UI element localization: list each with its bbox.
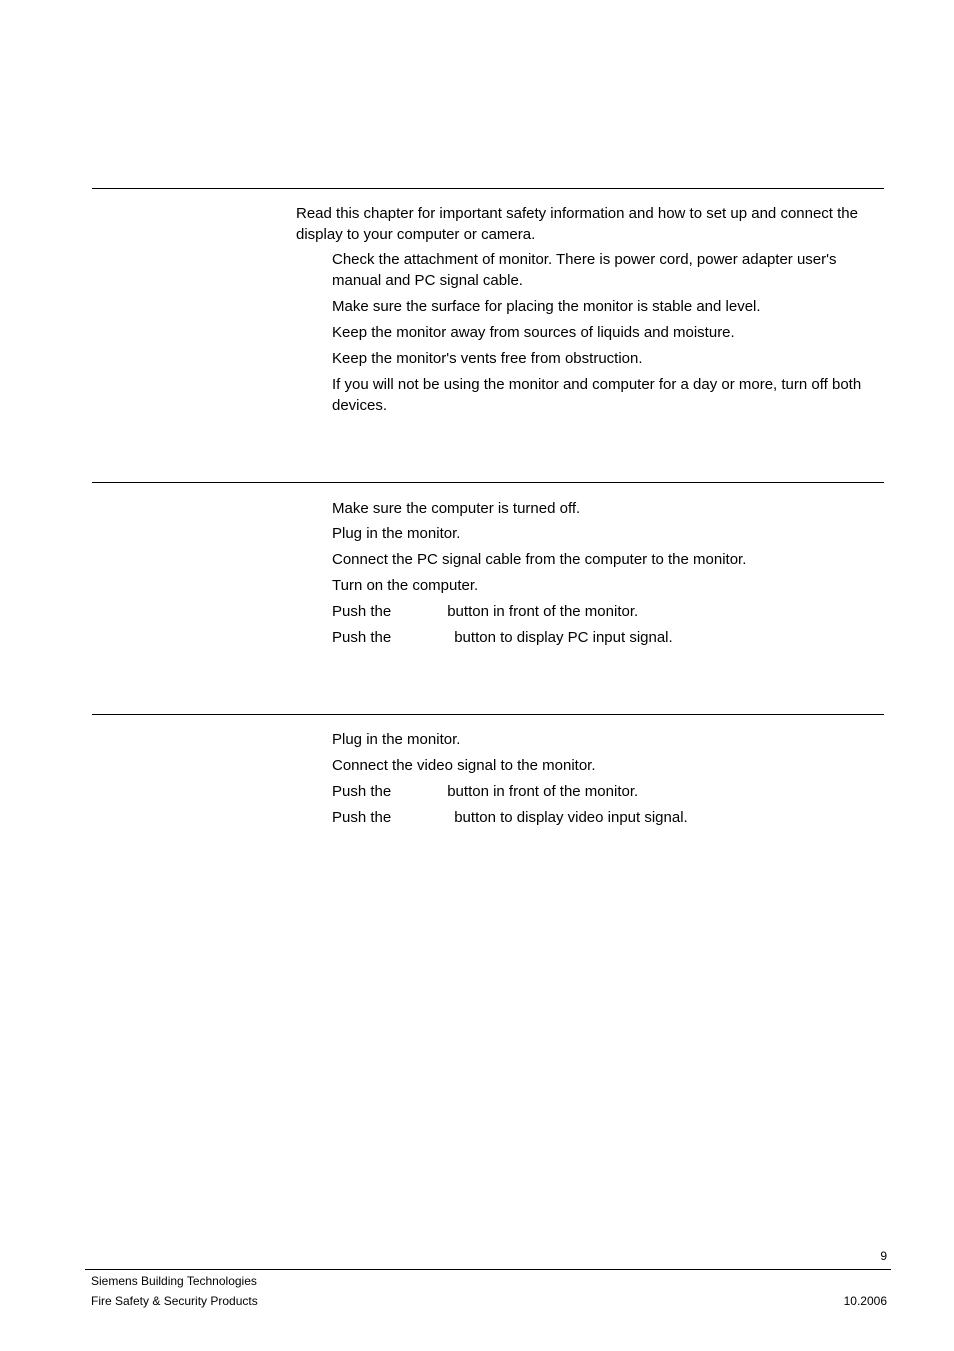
- footer-date: 10.2006: [843, 1294, 887, 1308]
- push-suffix: button to display video input signal.: [454, 809, 688, 826]
- list-item: Turn on the computer.: [332, 577, 479, 594]
- section-divider: [92, 188, 884, 189]
- list-item: Make sure the surface for placing the monitor is stable and level.: [332, 298, 761, 315]
- push-suffix: button in front of the monitor.: [447, 783, 639, 800]
- push-prefix: Push the: [332, 809, 392, 826]
- footer-divider: [85, 1269, 891, 1270]
- footer-company: Siemens Building Technologies: [91, 1274, 257, 1288]
- section-divider: [92, 714, 884, 715]
- push-prefix: Push the: [332, 603, 392, 620]
- list-item: Connect the PC signal cable from the computer to the monitor.: [332, 551, 747, 568]
- list-item: Keep the monitor away from sources of liquids and moisture.: [332, 324, 735, 341]
- push-suffix: button to display PC input signal.: [454, 629, 673, 646]
- list-item: If you will not be using the monitor and computer for a day or more, turn off both devices.: [332, 376, 862, 414]
- push-prefix: Push the: [332, 783, 392, 800]
- list-item: Connect the video signal to the monitor.: [332, 757, 596, 774]
- list-item: Keep the monitor's vents free from obstruction.: [332, 350, 643, 367]
- list-item-push-input: [332, 627, 880, 648]
- page-number: 9: [880, 1249, 887, 1263]
- push-prefix: Push the: [332, 629, 392, 646]
- list-item-push-input: [332, 807, 880, 828]
- intro-paragraph: Read this chapter for important safety information and how to set up and connect the display to your computer or camera.: [296, 205, 858, 243]
- push-suffix: button in front of the monitor.: [447, 603, 639, 620]
- list-item: Plug in the monitor.: [332, 731, 461, 748]
- list-item: Plug in the monitor.: [332, 525, 461, 542]
- list-item: Make sure the computer is turned off.: [332, 500, 581, 517]
- list-item: Check the attachment of monitor. There is power cord, power adapter user's manual and PC signal cable.: [332, 251, 837, 289]
- list-item-push-power: [332, 781, 880, 802]
- section-divider: [92, 482, 884, 483]
- list-item-push-power: [332, 601, 880, 622]
- footer-division: Fire Safety & Security Products: [91, 1294, 258, 1308]
